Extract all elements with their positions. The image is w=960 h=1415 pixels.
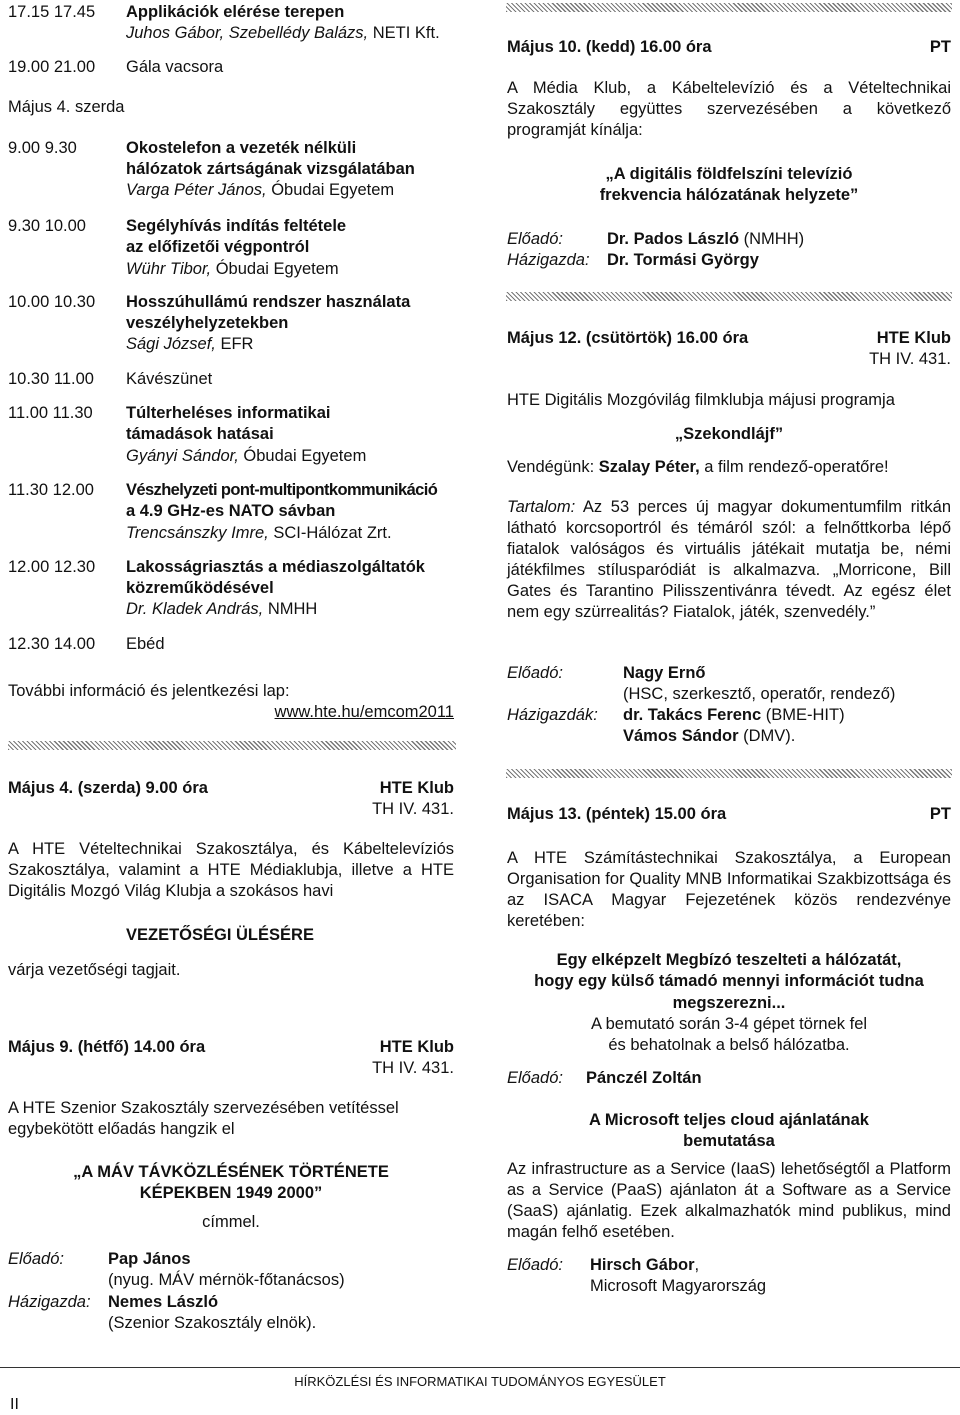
event-intro: HTE Digitális Mozgóvilág filmklubja májusi programja <box>507 391 895 409</box>
event-body: A Média Klub, a Kábeltelevízió és a Vételtechnikai Szakosztály együttes szervezésében a következő programját kínálja: <box>507 79 951 139</box>
program-speaker: Gyányi Sándor, Óbudai Egyetem <box>126 447 367 465</box>
event-room: TH IV. 431. <box>372 1059 454 1077</box>
presenter-name: Pánczél Zoltán <box>586 1069 702 1087</box>
program-time: 10.30 11.00 <box>8 370 94 388</box>
program-speaker: Wühr Tibor, Óbudai Egyetem <box>126 260 339 278</box>
section-divider <box>506 769 952 778</box>
program-time: 11.30 12.00 <box>8 481 94 499</box>
program-time: 12.00 12.30 <box>8 558 96 576</box>
program-time: 9.00 9.30 <box>8 139 77 157</box>
program-title: Ebéd <box>126 635 165 653</box>
event-date: Május 10. (kedd) 16.00 óra <box>507 38 712 56</box>
program-speaker: Dr. Kladek András, NMHH <box>126 600 318 618</box>
program-time: 12.30 14.00 <box>8 635 96 653</box>
event-place: PT <box>929 38 951 56</box>
event-headline: VEZETŐSÉGI ÜLÉSÉRE <box>126 926 314 944</box>
host-note: (Szenior Szakosztály elnök). <box>108 1314 317 1332</box>
event-body: A HTE Vételtechnikai Szakosztálya, és Kábeltelevíziós Szakosztálya, valamint a HTE Médiaklubja, illetve a HTE Digitális Mozgó Világ Klubja a szokásos havi <box>8 840 454 900</box>
host-name: Nemes László <box>108 1293 219 1311</box>
guest-line: Vendégünk: Szalay Péter, a film rendező-operatőre! <box>507 458 889 476</box>
program-time: 9.30 10.00 <box>8 217 86 235</box>
film-content: Tartalom: Az 53 perces új magyar dokumentumfilm ritkán látható korcsoportról és témáról szól: a felnőttkorba lépő fiatalok valóságos és virtuális játékait mutatja be, némi játékfilmes stílusparódiát is alkalmazva. „Morricone, Bill Gates és Tarantino Pilisszentivánra tévedt. Az egész élet nem egy szürrealitás? Fiatalok, játék, szenvedély.” <box>507 498 951 621</box>
footer-org: HÍRKÖZLÉSI ÉS INFORMATIKAI TUDOMÁNYOS EGYESÜLET <box>294 1374 666 1389</box>
presenter-label: Előadó: <box>8 1250 64 1268</box>
program-title: Segélyhívás indítás feltétele <box>126 217 347 235</box>
event-intro: A HTE Szenior Szakosztály szervezésében vetítéssel <box>8 1099 399 1117</box>
event-intro: egybekötött előadás hangzik el <box>8 1120 235 1138</box>
section-divider <box>506 292 952 301</box>
host-line: dr. Takács Ferenc (BME-HIT) <box>623 706 845 724</box>
presenter-affil: Microsoft Magyarország <box>590 1277 767 1295</box>
presenter-note: (HSC, szerkesztő, operatőr, rendező) <box>623 685 896 703</box>
event-date: Május 12. (csütörtök) 16.00 óra <box>507 329 749 347</box>
program-title: veszélyhelyzetekben <box>126 314 289 332</box>
presenter-label: Előadó: <box>507 664 563 682</box>
program-title: a 4.9 GHz-es NATO sávban <box>126 502 336 520</box>
page-number: II <box>10 1396 19 1413</box>
event-title: KÉPEKBEN 1949 2000” <box>139 1184 323 1202</box>
program-title: Hosszúhullámú rendszer használata <box>126 293 411 311</box>
event-place: PT <box>929 805 951 823</box>
event-date: Május 4. (szerda) 9.00 óra <box>8 779 208 797</box>
program-title: Okostelefon a vezeték nélküli <box>126 139 357 157</box>
program-speaker: Sági József, EFR <box>126 335 254 353</box>
event-title-suffix: címmel. <box>202 1213 260 1231</box>
presenter-name: Nagy Ernő <box>623 664 706 682</box>
presenter-note: (nyug. MÁV mérnök-főtanácsos) <box>108 1271 345 1289</box>
program-title: Lakosságriasztás a médiaszolgáltatók <box>126 558 425 576</box>
program-title: Kávészünet <box>126 370 213 388</box>
program-title: hálózatok zártságának vizsgálatában <box>126 160 415 178</box>
event-date: Május 13. (péntek) 15.00 óra <box>507 805 727 823</box>
talk-title: hogy egy külső támadó mennyi információt tudna <box>534 972 924 990</box>
host-line: Vámos Sándor (DMV). <box>623 727 796 745</box>
section-divider <box>8 741 456 750</box>
event-place: HTE Klub <box>876 329 951 347</box>
presenter-label: Előadó: <box>507 1069 563 1087</box>
film-title: „Szekondlájf” <box>674 425 784 443</box>
more-info-link-wrap <box>8 702 454 723</box>
event-room: TH IV. 431. <box>869 350 951 368</box>
host-label: Házigazda: <box>8 1293 91 1311</box>
talk-title: Egy elképzelt Megbízó teszelteti a hálózatát, <box>556 951 902 969</box>
more-info-text: További információ és jelentkezési lap: <box>8 682 290 700</box>
talk-desc: és behatolnak a belső hálózatba. <box>608 1036 850 1054</box>
program-time: 19.00 21.00 <box>8 58 96 76</box>
presenter-name: Pap János <box>108 1250 191 1268</box>
program-title: közreműködésével <box>126 579 274 597</box>
talk-title: megszerezni... <box>672 994 786 1012</box>
more-info-link[interactable]: www.hte.hu/emcom2011 <box>274 703 454 721</box>
event-room: TH IV. 431. <box>372 800 454 818</box>
day-heading: Május 4. szerda <box>8 98 125 116</box>
talk-body: Az infrastructure as a Service (IaaS) lehetőségtől a Platform as a Service (PaaS) ajánlaton át a Software as a Service (SaaS) ajánlatig. Ezek alkalmazhatók mind publikus, mind magán felhő esetében. <box>507 1160 951 1241</box>
event-title: frekvencia hálózatának helyzete” <box>599 186 859 204</box>
program-speaker: Juhos Gábor, Szebellédy Balázs, NETI Kft. <box>126 24 440 42</box>
host-label: Házigazda: <box>507 251 590 269</box>
event-title: „A digitális földfelszíni televízió <box>605 165 853 183</box>
program-title: az előfizetői végpontról <box>126 238 310 256</box>
program-time: 11.00 11.30 <box>8 404 93 422</box>
presenter-label: Előadó: <box>507 1256 563 1274</box>
program-title: Túlterheléses informatikai <box>126 404 331 422</box>
hosts-label: Házigazdák: <box>507 706 598 724</box>
talk-title: A Microsoft teljes cloud ajánlatának <box>589 1111 869 1129</box>
event-title: „A MÁV TÁVKÖZLÉSÉNEK TÖRTÉNETE <box>73 1163 389 1181</box>
presenter-line: Dr. Pados László (NMHH) <box>607 230 805 248</box>
program-title: Applikációk elérése terepen <box>126 3 345 21</box>
program-speaker: Varga Péter János, Óbudai Egyetem <box>126 181 395 199</box>
event-place: HTE Klub <box>379 1038 454 1056</box>
talk-desc: A bemutató során 3-4 gépet törnek fel <box>590 1015 868 1033</box>
footer-rule <box>0 1367 960 1368</box>
event-date: Május 9. (hétfő) 14.00 óra <box>8 1038 206 1056</box>
talk-title: bemutatása <box>683 1132 775 1150</box>
program-title: Vészhelyzeti pont-multipontkommunikáció <box>126 481 438 499</box>
program-time: 10.00 10.30 <box>8 293 96 311</box>
program-title: Gála vacsora <box>126 58 224 76</box>
program-speaker: Trencsánszky Imre, SCI-Hálózat Zrt. <box>126 524 392 542</box>
host-name: Dr. Tormási György <box>607 251 759 269</box>
program-title: támadások hatásai <box>126 425 274 443</box>
page-footer <box>0 1358 960 1414</box>
event-body: A HTE Számítástechnikai Szakosztálya, a European Organisation for Quality MNB Informatikai Szakbizottsága és az ISACA Magyar Fejezetének közös rendezvénye keretében: <box>507 849 951 930</box>
presenter-label: Előadó: <box>507 230 563 248</box>
event-place: HTE Klub <box>379 779 454 797</box>
presenter-line: Hirsch Gábor, <box>590 1256 700 1274</box>
program-time: 17.15 17.45 <box>8 3 96 21</box>
section-divider <box>506 3 952 12</box>
event-closing: várja vezetőségi tagjait. <box>8 961 181 979</box>
